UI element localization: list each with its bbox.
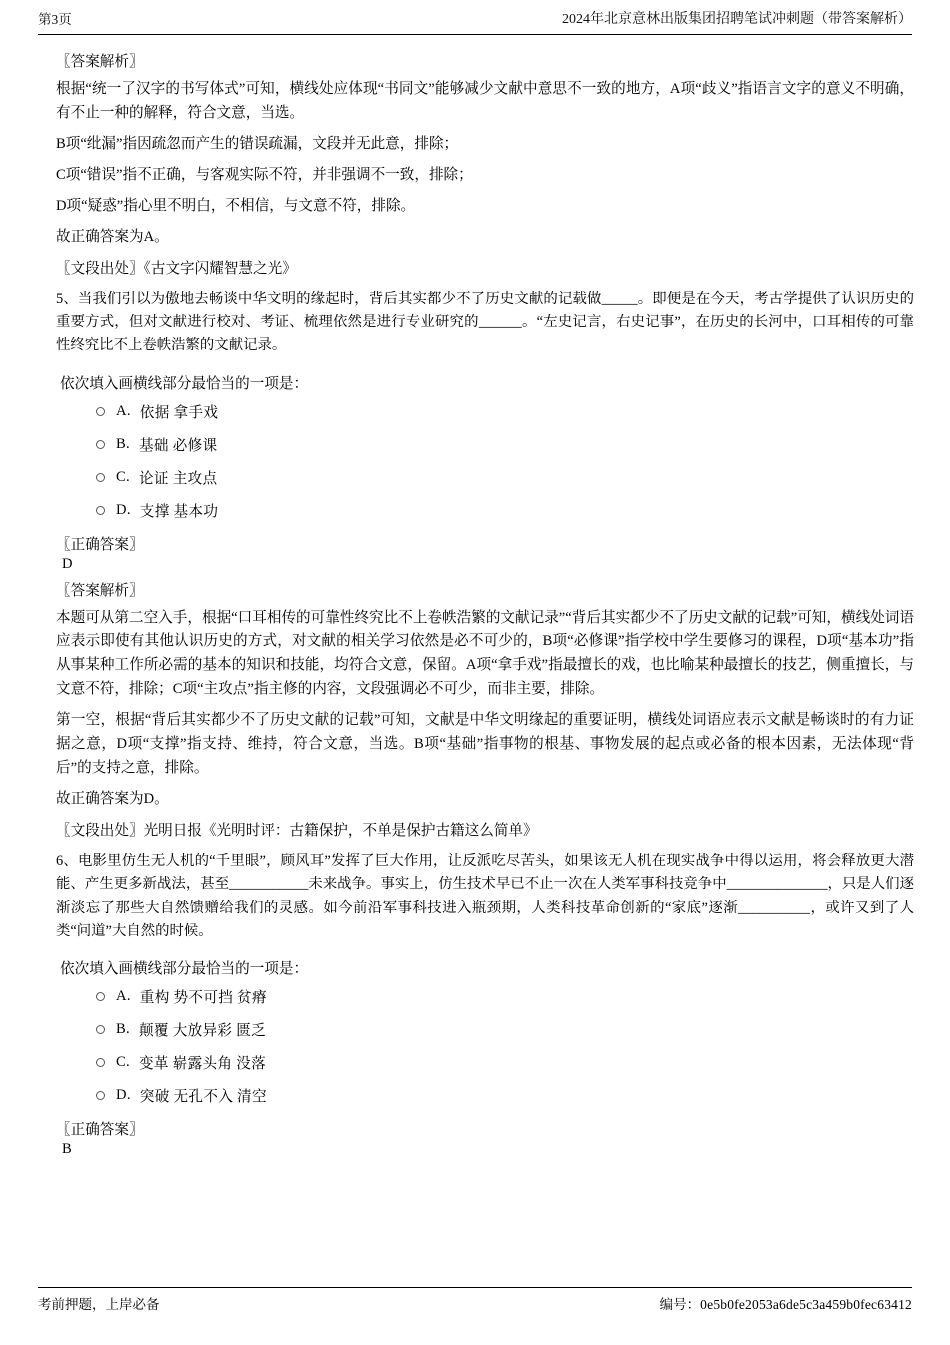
option-item[interactable] <box>96 1085 914 1106</box>
page-header <box>0 8 950 34</box>
option-text: 变革 崭露头角 没落 <box>138 1056 267 1073</box>
correct-answer-label-q5: 〖正确答案〗 <box>56 536 144 553</box>
question-6-options <box>96 986 914 1106</box>
footer-slogan: 考前押题，上岸必备 <box>38 1297 160 1312</box>
footer-divider <box>38 1287 912 1288</box>
question-6-blank-1: ___________ <box>229 876 309 893</box>
option-key: B. <box>116 1021 130 1038</box>
header-divider <box>38 34 912 35</box>
option-key: C. <box>116 1054 130 1071</box>
source-label-q4: 〖文段出处〗《古文字闪耀智慧之光》 <box>56 260 297 277</box>
question-5-stem: 5、当我们引以为傲地去畅谈中华文明的缘起时，背后其实都少不了历史文献的记载做_____。即便是在今天，考古学提供了认识历史的重要方式，但对文献进行校对、考证、梳理依然是进行专业研究的______。“左史记言，右史记事”，在历史的长河中，口耳相传的可靠性终究比不上卷帙浩繁的文献记录。 <box>56 290 914 354</box>
answer-analysis-label-q4: 〖答案解析〗 <box>56 54 144 70</box>
option-item[interactable] <box>96 1019 914 1040</box>
option-text: 论证 主攻点 <box>138 470 218 487</box>
question-6-blank-2: ______________ <box>726 876 828 893</box>
radio-icon[interactable] <box>96 1091 105 1100</box>
page-number-label: 第3页 <box>38 12 72 27</box>
option-item[interactable] <box>96 986 914 1007</box>
correct-answer-value-q6: B <box>62 1141 72 1158</box>
page-footer <box>0 1293 950 1313</box>
option-item[interactable] <box>96 434 914 455</box>
document-title: 2024年北京意林出版集团招聘笔试冲刺题（带答案解析） <box>562 12 912 27</box>
correct-answer-label-q6: 〖正确答案〗 <box>56 1122 144 1139</box>
correct-answer-value-q5: D <box>62 555 73 572</box>
number-value: 0e5b0fe2053a6de5c3a459b0fec63412 <box>700 1297 912 1312</box>
option-key: D. <box>116 501 131 518</box>
option-text: 突破 无孔不入 清空 <box>139 1089 267 1106</box>
analysis-q5-paragraph-2: 第一空，根据“背后其实都少不了历史文献的记载”可知，文献是中华文明缘起的重要证明，横线处词语应表示文献是畅谈时的有力证据之意，D项“支撑”指支持、维持，符合文意，当选。B项“基础”指事物的根基、事物发展的起点或必备的根本因素，无法体现“背后”的支持之意，排除。 <box>56 712 914 777</box>
document-body <box>38 44 914 1164</box>
option-item[interactable] <box>96 1052 914 1073</box>
number-label: 编号： <box>659 1297 701 1312</box>
option-text: 重构 势不可挡 贫瘠 <box>139 990 267 1007</box>
question-6-text-c: ，只是人们逐渐淡忘了那些大自然馈赠给我们的灵感。如今前沿军事科技进入瓶颈期，人类科技革命创新的“家底”逐渐 <box>56 876 914 916</box>
option-text: 支撑 基本功 <box>139 503 219 520</box>
option-key: B. <box>116 435 130 452</box>
radio-icon[interactable] <box>96 992 105 1001</box>
option-key: A. <box>116 402 131 419</box>
option-key: C. <box>116 468 130 485</box>
question-5-prompt: 依次填入画横线部分最恰当的一项是： <box>60 375 309 392</box>
analysis-q4-paragraph-2: B项“纰漏”指因疏忽而产生的错误疏漏，文段并无此意，排除； <box>56 135 459 152</box>
question-6-blank-3: __________ <box>738 899 811 916</box>
analysis-q4-paragraph-3: C项“错误”指不正确，与客观实际不符，并非强调不一致，排除； <box>56 166 473 183</box>
question-6-text-b: 未来战争。事实上，仿生技术早已不止一次在人类军事科技竞争中 <box>308 876 727 893</box>
option-item[interactable] <box>96 401 914 422</box>
option-text: 基础 必修课 <box>138 437 218 454</box>
analysis-q4-paragraph-4: D项“疑惑”指心里不明白，不相信，与文意不符，排除。 <box>56 197 416 214</box>
radio-icon[interactable] <box>96 506 105 515</box>
option-key: A. <box>116 988 131 1005</box>
radio-icon[interactable] <box>96 1025 105 1034</box>
option-key: D. <box>116 1087 131 1104</box>
radio-icon[interactable] <box>96 1058 105 1067</box>
footer-document-number <box>660 1293 912 1313</box>
answer-analysis-label-q5: 〖答案解析〗 <box>56 582 144 599</box>
analysis-q5-paragraph-1: 本题可从第二空入手，根据“口耳相传的可靠性终究比不上卷帙浩繁的文献记录”“背后其实都少不了历史文献的记载”可知，横线处词语应表示即使有其他认识历史的方式，对文献的相关学习依然是必不可少的，B项“必修课”指学校中学生要修习的课程，D项“基本功”指从事某种工作所必需的基本的知识和技能，均符合文意，保留。A项“拿手戏”指最擅长的戏，也比喻某种最擅长的技艺，侧重擅长，与文意不符，排除；C项“主攻点”指主修的内容，文段强调必不可少，而非主要，排除。 <box>56 609 914 698</box>
option-text: 依据 拿手戏 <box>139 404 219 421</box>
question-6-text-d: ，或许又到了人类“问道”大自然的时候。 <box>56 899 914 939</box>
analysis-q4-paragraph-1: 根据“统一了汉字的书写体式”可知，横线处应体现“书同文”能够减少文献中意思不一致的地方，A项“歧义”指语言文字的意义不明确，有不止一种的解释，符合文意，当选。 <box>56 81 914 121</box>
option-item[interactable] <box>96 467 914 488</box>
question-6-stem <box>56 850 914 943</box>
option-item[interactable] <box>96 500 914 521</box>
source-label-q5: 〖文段出处〗光明日报《光明时评：古籍保护，不单是保护古籍这么简单》 <box>56 822 538 839</box>
option-text: 颠覆 大放异彩 匮乏 <box>138 1023 267 1040</box>
radio-icon[interactable] <box>96 473 105 482</box>
analysis-q4-conclusion: 故正确答案为A。 <box>56 228 169 245</box>
question-5-options <box>96 401 914 521</box>
analysis-q5-conclusion: 故正确答案为D。 <box>56 790 169 807</box>
question-6-prompt: 依次填入画横线部分最恰当的一项是： <box>60 961 309 978</box>
question-6-text-a: 6、电影里仿生无人机的“千里眼”，顾风耳”发挥了巨大作用，让反派吃尽苦头，如果该无人机在现实战争中得以运用，将会释放更大潜能、产生更多新战法，甚至 <box>56 852 914 893</box>
radio-icon[interactable] <box>96 407 105 416</box>
radio-icon[interactable] <box>96 440 105 449</box>
